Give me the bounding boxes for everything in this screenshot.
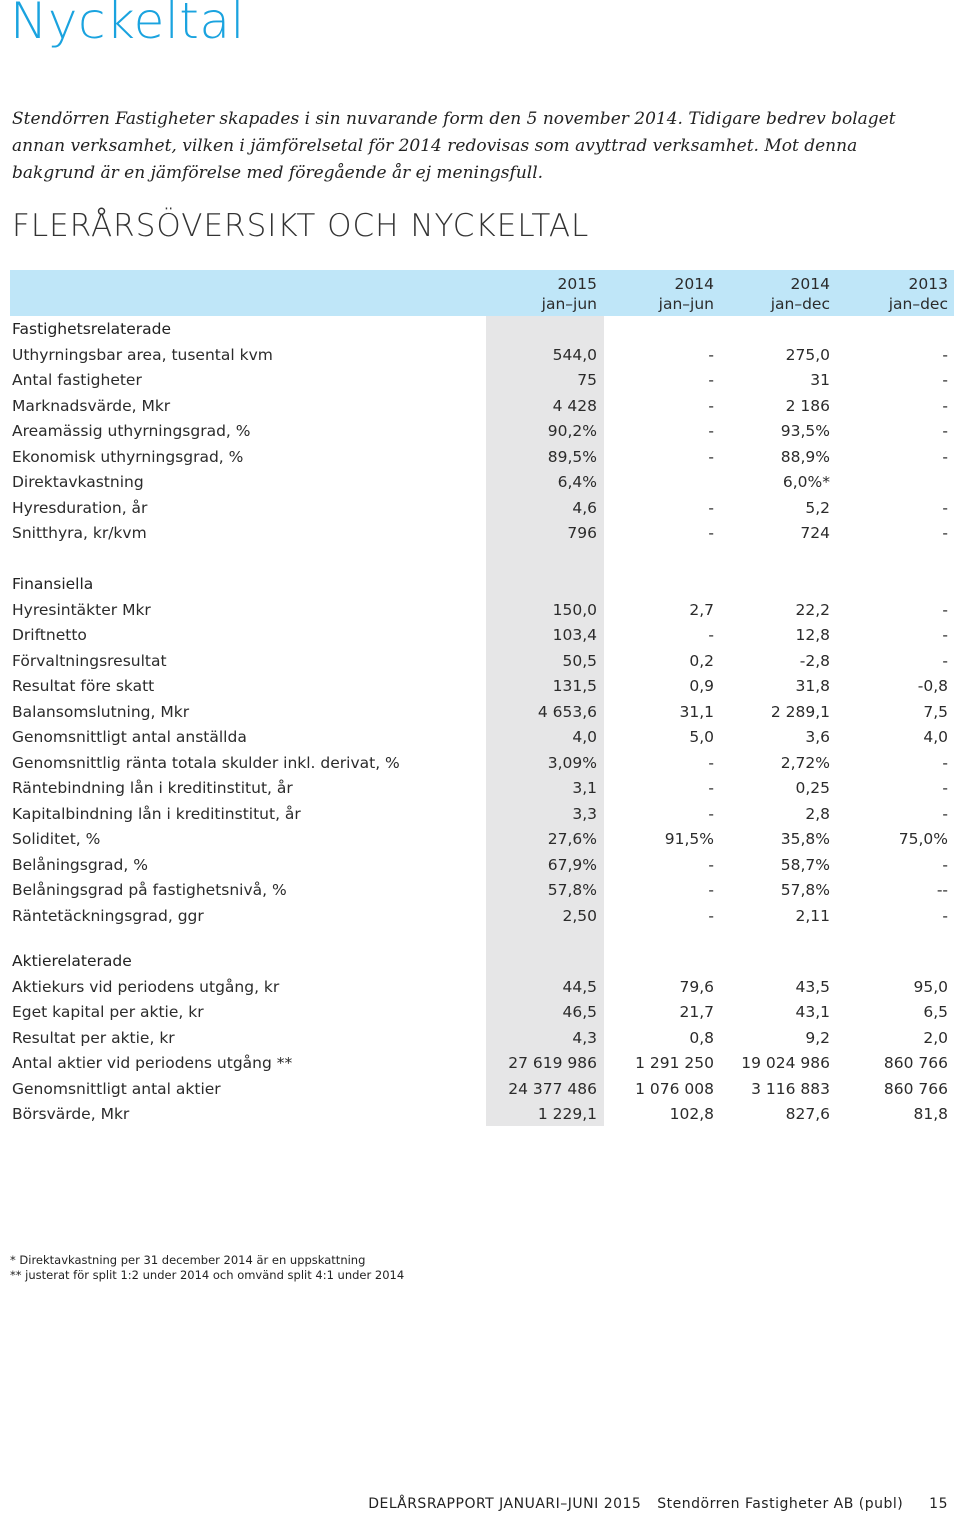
section-title: FLERÅRSÖVERSIKT OCH NYCKELTAL bbox=[12, 208, 590, 244]
cell-value: 95,0 bbox=[913, 978, 948, 996]
cell-value: 88,9% bbox=[780, 448, 830, 466]
table-row bbox=[12, 499, 950, 524]
table-row bbox=[12, 601, 950, 626]
cell-value: 724 bbox=[800, 524, 830, 542]
cell-value: - bbox=[708, 397, 714, 415]
cell-value: - bbox=[942, 601, 948, 619]
cell-value: 102,8 bbox=[669, 1105, 714, 1123]
table-row bbox=[12, 677, 950, 702]
row-label: Antal fastigheter bbox=[12, 371, 142, 389]
cell-value: 24 377 486 bbox=[508, 1080, 597, 1098]
table-row bbox=[12, 881, 950, 906]
cell-value: 4,3 bbox=[572, 1029, 597, 1047]
row-label: Räntetäckningsgrad, ggr bbox=[12, 907, 204, 925]
cell-value: - bbox=[942, 499, 948, 517]
cell-value: 544,0 bbox=[552, 346, 597, 364]
cell-value: 93,5% bbox=[780, 422, 830, 440]
table-row bbox=[12, 346, 950, 371]
row-label: Antal aktier vid periodens utgång ** bbox=[12, 1054, 293, 1072]
cell-value: 2 289,1 bbox=[770, 703, 830, 721]
cell-value: 67,9% bbox=[547, 856, 597, 874]
cell-value: - bbox=[708, 626, 714, 644]
table-row bbox=[12, 779, 950, 804]
cell-value: - bbox=[708, 779, 714, 797]
cell-value: 2,50 bbox=[562, 907, 597, 925]
row-label: Kapitalbindning lån i kreditinstitut, år bbox=[12, 805, 301, 823]
cell-value: - bbox=[708, 422, 714, 440]
cell-value: 860 766 bbox=[883, 1054, 948, 1072]
cell-value: 6,4% bbox=[557, 473, 597, 491]
cell-value: 131,5 bbox=[552, 677, 597, 695]
cell-value: -2,8 bbox=[799, 652, 830, 670]
cell-value: 27 619 986 bbox=[508, 1054, 597, 1072]
table-row bbox=[12, 422, 950, 447]
cell-value: - bbox=[942, 524, 948, 542]
table-row bbox=[12, 371, 950, 396]
column-period: jan–jun bbox=[541, 295, 597, 313]
cell-value: 31,1 bbox=[679, 703, 714, 721]
cell-value: 7,5 bbox=[923, 703, 948, 721]
row-label: Resultat före skatt bbox=[12, 677, 155, 695]
row-label: Hyresintäkter Mkr bbox=[12, 601, 151, 619]
cell-value: 19 024 986 bbox=[741, 1054, 830, 1072]
table-row bbox=[12, 856, 950, 881]
row-label: Räntebindning lån i kreditinstitut, år bbox=[12, 779, 293, 797]
cell-value: - bbox=[708, 805, 714, 823]
row-label: Genomsnittligt antal aktier bbox=[12, 1080, 221, 1098]
cell-value: 3,6 bbox=[805, 728, 830, 746]
cell-value: 0,9 bbox=[689, 677, 714, 695]
cell-value: 4,0 bbox=[572, 728, 597, 746]
cell-value: - bbox=[942, 448, 948, 466]
cell-value: - bbox=[708, 499, 714, 517]
footnote-1: * Direktavkastning per 31 december 2014 är en uppskattning bbox=[10, 1253, 366, 1267]
cell-value: 31 bbox=[810, 371, 830, 389]
row-label: Hyresduration, år bbox=[12, 499, 148, 517]
cell-value: - bbox=[708, 856, 714, 874]
cell-value: - bbox=[708, 907, 714, 925]
table-row bbox=[12, 805, 950, 830]
row-label: Resultat per aktie, kr bbox=[12, 1029, 175, 1047]
cell-value: - bbox=[942, 652, 948, 670]
row-label: Ekonomisk uthyrningsgrad, % bbox=[12, 448, 244, 466]
row-label: Marknadsvärde, Mkr bbox=[12, 397, 171, 415]
cell-value: 89,5% bbox=[547, 448, 597, 466]
row-label: Eget kapital per aktie, kr bbox=[12, 1003, 204, 1021]
table-row bbox=[12, 473, 950, 498]
cell-value: 50,5 bbox=[562, 652, 597, 670]
page-title: Nyckeltal bbox=[10, 0, 245, 50]
cell-value: - bbox=[708, 346, 714, 364]
cell-value: - bbox=[942, 754, 948, 772]
row-label: Areamässig uthyrningsgrad, % bbox=[12, 422, 251, 440]
cell-value: 91,5% bbox=[664, 830, 714, 848]
row-label: Driftnetto bbox=[12, 626, 87, 644]
cell-value: 75 bbox=[577, 371, 597, 389]
cell-value: 2 186 bbox=[785, 397, 830, 415]
column-header bbox=[542, 274, 597, 314]
cell-value: - bbox=[708, 448, 714, 466]
cell-value: -0,8 bbox=[917, 677, 948, 695]
cell-value: 1 291 250 bbox=[635, 1054, 714, 1072]
column-year: 2013 bbox=[908, 275, 948, 293]
table-row bbox=[12, 1105, 950, 1130]
footer-report: DELÅRSRAPPORT JANUARI–JUNI 2015 bbox=[368, 1496, 642, 1512]
row-label: Belåningsgrad, % bbox=[12, 856, 148, 874]
column-header bbox=[771, 274, 830, 314]
table-row bbox=[12, 1029, 950, 1054]
cell-value: - bbox=[708, 371, 714, 389]
cell-value: 860 766 bbox=[883, 1080, 948, 1098]
cell-value: - bbox=[942, 371, 948, 389]
row-label: Belåningsgrad på fastighetsnivå, % bbox=[12, 881, 287, 899]
cell-value: 6,0%* bbox=[782, 473, 830, 491]
table-row bbox=[12, 397, 950, 422]
cell-value: 9,2 bbox=[805, 1029, 830, 1047]
cell-value: 35,8% bbox=[780, 830, 830, 848]
footer-page-number: 15 bbox=[929, 1496, 948, 1512]
cell-value: - bbox=[942, 422, 948, 440]
section-row bbox=[12, 320, 950, 345]
cell-value: 46,5 bbox=[562, 1003, 597, 1021]
cell-value: 4 653,6 bbox=[537, 703, 597, 721]
cell-value: 827,6 bbox=[785, 1105, 830, 1123]
page-footer bbox=[368, 1496, 948, 1512]
table-row bbox=[12, 1054, 950, 1079]
cell-value: 75,0% bbox=[898, 830, 948, 848]
column-year: 2014 bbox=[674, 275, 714, 293]
cell-value: 0,8 bbox=[689, 1029, 714, 1047]
row-label: Genomsnittlig ränta totala skulder inkl. derivat, % bbox=[12, 754, 400, 772]
row-label: Genomsnittligt antal anställda bbox=[12, 728, 247, 746]
cell-value: 4,0 bbox=[923, 728, 948, 746]
cell-value: - bbox=[708, 881, 714, 899]
cell-value: 43,1 bbox=[795, 1003, 830, 1021]
cell-value: 0,25 bbox=[795, 779, 830, 797]
column-period: jan–jun bbox=[658, 295, 714, 313]
cell-value: 3 116 883 bbox=[751, 1080, 830, 1098]
cell-value: -- bbox=[936, 881, 948, 899]
row-label: Finansiella bbox=[12, 575, 94, 593]
table-row bbox=[12, 703, 950, 728]
row-label: Aktiekurs vid periodens utgång, kr bbox=[12, 978, 280, 996]
footnote-2: ** justerat för split 1:2 under 2014 och omvänd split 4:1 under 2014 bbox=[10, 1268, 405, 1282]
cell-value: - bbox=[942, 779, 948, 797]
cell-value: 3,09% bbox=[547, 754, 597, 772]
column-header bbox=[659, 274, 714, 314]
cell-value: - bbox=[942, 856, 948, 874]
cell-value: 44,5 bbox=[562, 978, 597, 996]
cell-value: 3,1 bbox=[572, 779, 597, 797]
row-label: Uthyrningsbar area, tusental kvm bbox=[12, 346, 273, 364]
cell-value: 31,8 bbox=[795, 677, 830, 695]
table-row bbox=[12, 907, 950, 932]
cell-value: 3,3 bbox=[572, 805, 597, 823]
row-label: Snitthyra, kr/kvm bbox=[12, 524, 147, 542]
cell-value: 4 428 bbox=[552, 397, 597, 415]
cell-value: - bbox=[942, 626, 948, 644]
cell-value: 27,6% bbox=[547, 830, 597, 848]
cell-value: 2,11 bbox=[795, 907, 830, 925]
cell-value: 12,8 bbox=[795, 626, 830, 644]
cell-value: - bbox=[942, 907, 948, 925]
row-label: Fastighetsrelaterade bbox=[12, 320, 172, 338]
cell-value: 79,6 bbox=[679, 978, 714, 996]
column-header bbox=[889, 274, 948, 314]
table-row bbox=[12, 626, 950, 651]
cell-value: 150,0 bbox=[552, 601, 597, 619]
row-label: Aktierelaterade bbox=[12, 952, 132, 970]
cell-value: - bbox=[708, 754, 714, 772]
cell-value: 43,5 bbox=[795, 978, 830, 996]
cell-value: 103,4 bbox=[552, 626, 597, 644]
cell-value: - bbox=[942, 805, 948, 823]
table-row bbox=[12, 830, 950, 855]
cell-value: 2,8 bbox=[805, 805, 830, 823]
cell-value: 5,0 bbox=[689, 728, 714, 746]
cell-value: 0,2 bbox=[689, 652, 714, 670]
cell-value: 5,2 bbox=[805, 499, 830, 517]
column-period: jan–dec bbox=[888, 295, 948, 313]
section-row bbox=[12, 952, 950, 977]
table-row bbox=[12, 652, 950, 677]
table-row bbox=[12, 524, 950, 549]
cell-value: 6,5 bbox=[923, 1003, 948, 1021]
column-period: jan–dec bbox=[770, 295, 830, 313]
row-label: Direktavkastning bbox=[12, 473, 144, 491]
cell-value: 1 229,1 bbox=[537, 1105, 597, 1123]
table-row bbox=[12, 1003, 950, 1028]
cell-value: 58,7% bbox=[780, 856, 830, 874]
row-label: Balansomslutning, Mkr bbox=[12, 703, 190, 721]
cell-value: 57,8% bbox=[780, 881, 830, 899]
cell-value: 275,0 bbox=[785, 346, 830, 364]
cell-value: 796 bbox=[567, 524, 597, 542]
cell-value: 2,7 bbox=[689, 601, 714, 619]
cell-value: 21,7 bbox=[679, 1003, 714, 1021]
cell-value: 57,8% bbox=[547, 881, 597, 899]
cell-value: 22,2 bbox=[795, 601, 830, 619]
table-row bbox=[12, 728, 950, 753]
cell-value: 2,0 bbox=[923, 1029, 948, 1047]
column-year: 2014 bbox=[790, 275, 830, 293]
table-row bbox=[12, 1080, 950, 1105]
cell-value: 4,6 bbox=[572, 499, 597, 517]
cell-value: - bbox=[942, 346, 948, 364]
cell-value: 1 076 008 bbox=[635, 1080, 714, 1098]
table-row bbox=[12, 754, 950, 779]
cell-value: 2,72% bbox=[780, 754, 830, 772]
intro-text: Stendörren Fastigheter skapades i sin nuvarande form den 5 november 2014. Tidigare bedrev bolaget annan verksamhet, vilken i jämförelsetal för 2014 redovisas som avyttrad verksamhet. Mot denna bakgrund är en jämförelse med föregående år ej meningsfull. bbox=[12, 109, 896, 183]
cell-value: 81,8 bbox=[913, 1105, 948, 1123]
cell-value: - bbox=[942, 397, 948, 415]
column-year: 2015 bbox=[557, 275, 597, 293]
cell-value: 90,2% bbox=[547, 422, 597, 440]
section-row bbox=[12, 575, 950, 600]
row-label: Soliditet, % bbox=[12, 830, 101, 848]
row-label: Börsvärde, Mkr bbox=[12, 1105, 130, 1123]
table-row bbox=[12, 448, 950, 473]
footer-company: Stendörren Fastigheter AB (publ) bbox=[657, 1496, 904, 1512]
table-row bbox=[12, 978, 950, 1003]
cell-value: - bbox=[708, 524, 714, 542]
row-label: Förvaltningsresultat bbox=[12, 652, 167, 670]
